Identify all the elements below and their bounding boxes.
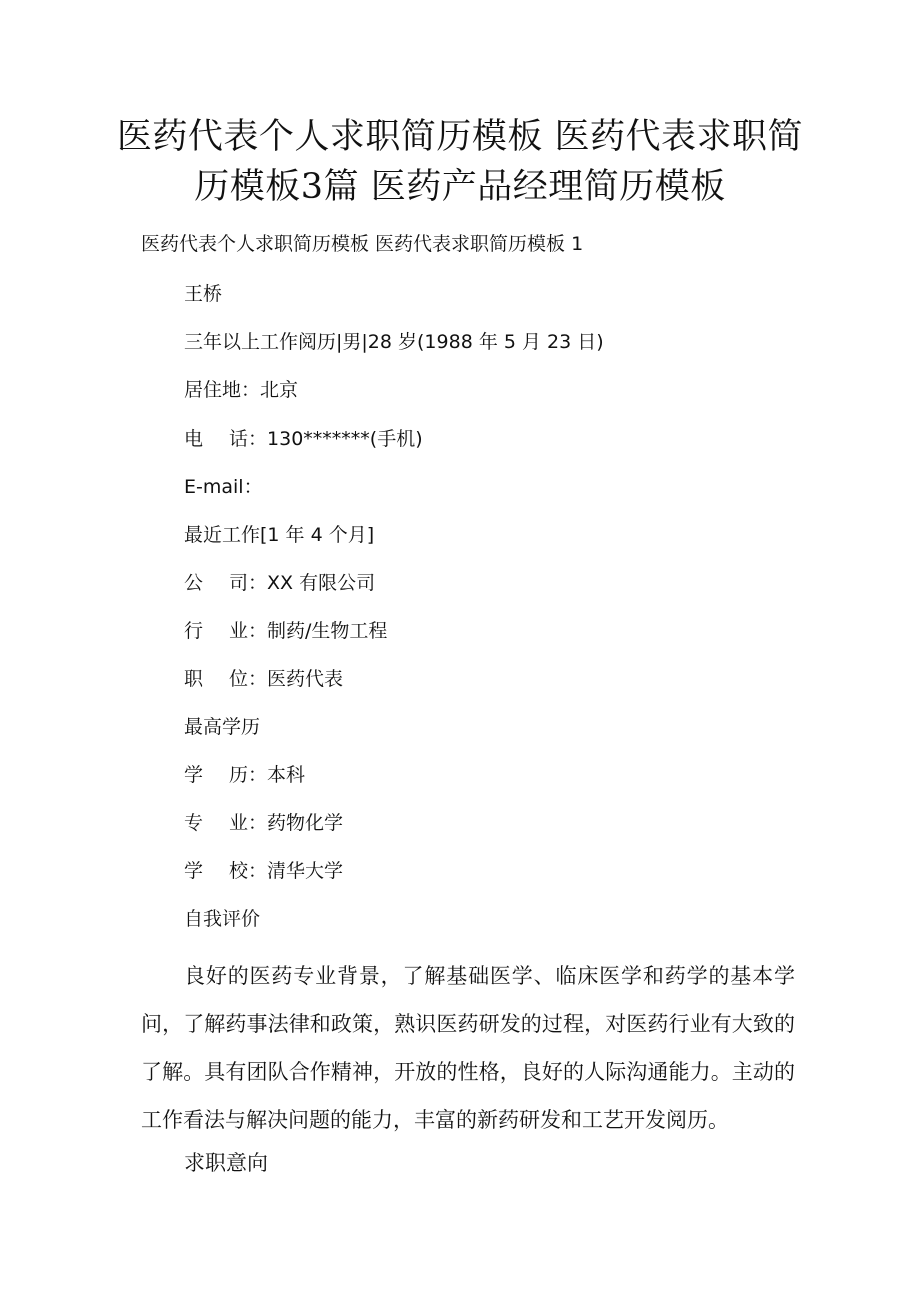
school-label: 学 — [184, 860, 204, 882]
major-label: 专 — [184, 812, 204, 834]
position-label: 职 — [184, 668, 204, 690]
industry-line — [184, 617, 387, 645]
phone-label: 电 — [184, 428, 204, 450]
school-line — [184, 857, 343, 885]
highest-education-heading: 最高学历 — [184, 716, 261, 738]
major-value: 业：药物化学 — [229, 812, 344, 834]
major-line — [184, 809, 343, 837]
job-intent-heading: 求职意向 — [184, 1151, 268, 1175]
company-line — [184, 569, 375, 597]
document-title: 医药代表个人求职简历模板 医药代表求职简历模板3篇 医药产品经理简历模板 — [116, 117, 804, 207]
summary-line: 三年以上工作阅历|男|28 岁(1988 年 5 月 23 日) — [184, 331, 604, 353]
industry-label: 行 — [184, 620, 204, 642]
company-value: 司：XX 有限公司 — [229, 572, 376, 594]
degree-line — [184, 761, 305, 789]
applicant-name: 王桥 — [184, 283, 223, 305]
self-evaluation-paragraph: 良好的医药专业背景，了解基础医学、临床医学和药学的基本学问，了解药事法律和政策，熟识医药研发的过程，对医药行业有大致的了解。具有团队合作精神，开放的性格，良好的人际沟通能力。主动的工作看法与解决问题的能力，丰富的新药研发和工艺开发阅历。 — [141, 964, 795, 1132]
industry-value: 业：制药/生物工程 — [229, 620, 388, 642]
degree-label: 学 — [184, 764, 204, 786]
email-line: E-mail： — [184, 476, 263, 498]
self-evaluation-heading: 自我评价 — [184, 908, 261, 930]
resume-subtitle: 医药代表个人求职简历模板 医药代表求职简历模板 1 — [141, 233, 584, 255]
degree-value: 历：本科 — [229, 764, 306, 786]
recent-work-line: 最近工作[1 年 4 个月] — [184, 524, 375, 546]
position-line — [184, 665, 343, 693]
residence-line: 居住地：北京 — [184, 379, 299, 401]
school-value: 校：清华大学 — [229, 860, 344, 882]
company-label: 公 — [184, 572, 204, 594]
position-value: 位：医药代表 — [229, 668, 344, 690]
phone-value: 话：130*******(手机) — [229, 428, 423, 450]
phone-line — [184, 425, 423, 453]
